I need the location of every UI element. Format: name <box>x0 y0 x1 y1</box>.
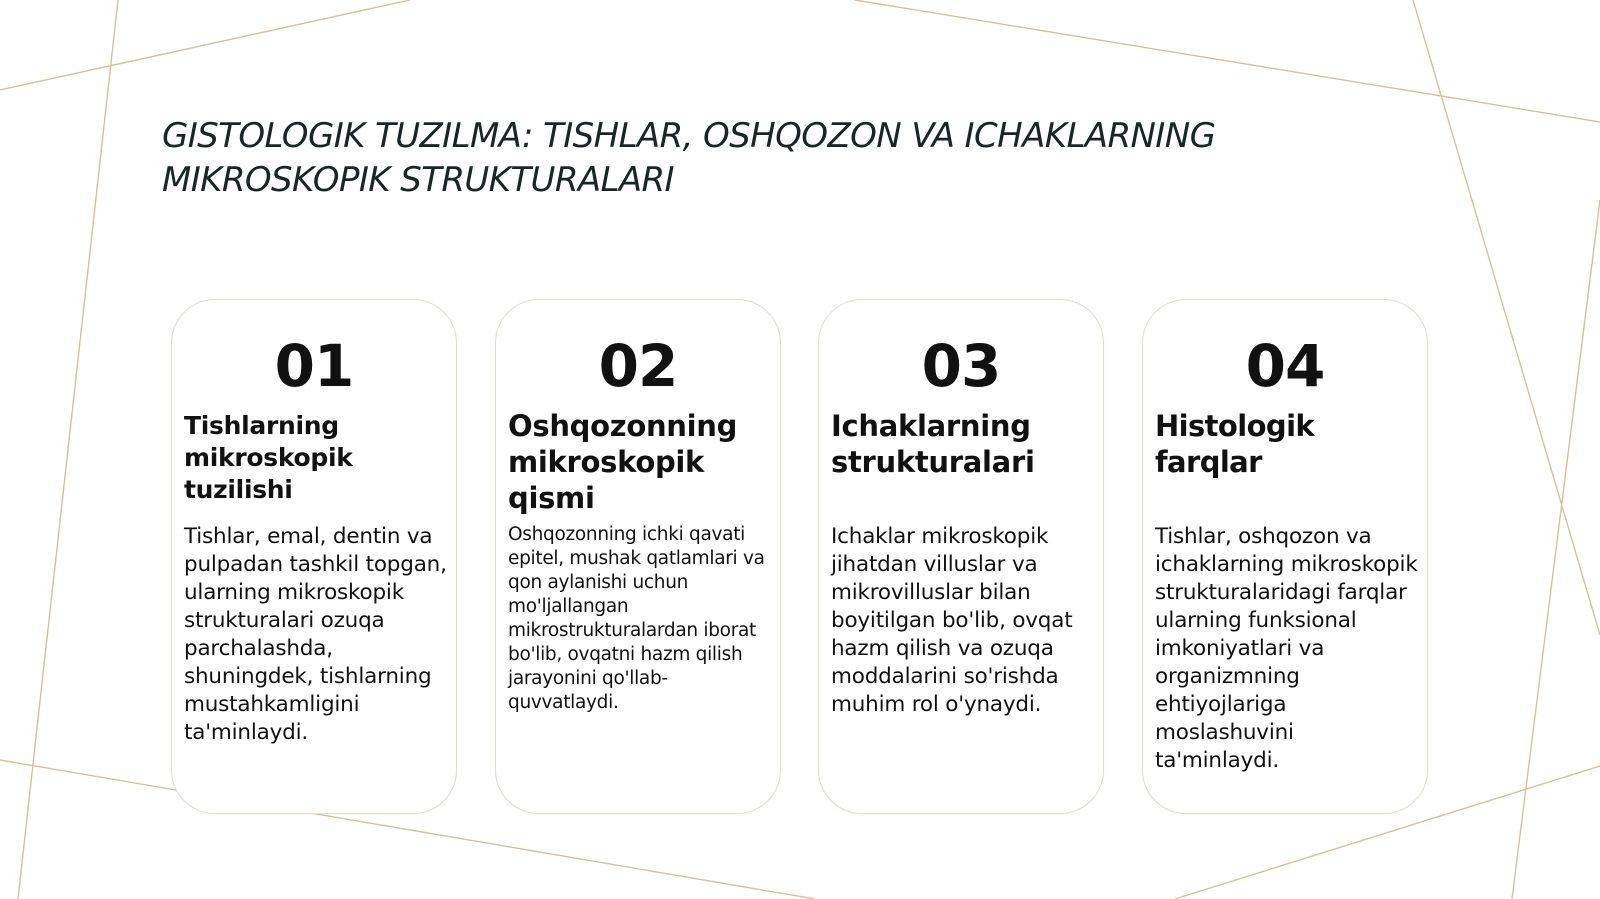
card-number: 01 <box>274 332 354 400</box>
card-heading: Tishlarning mikroskopik tuzilishi <box>184 411 353 504</box>
card-intestines <box>818 299 1104 814</box>
card-body: Tishlar, emal, dentin va pulpadan tashkil topgan, ularning mikroskopik strukturalari ozuqa parchalashda, shuningdek, tishlarning mustahkamligini ta'minlaydi. <box>184 524 447 745</box>
decorative-line <box>1413 0 1600 635</box>
card-heading: Ichaklarning strukturalari <box>831 409 1035 479</box>
card-stomach <box>495 299 781 814</box>
card-heading: Histologik farqlar <box>1155 409 1315 479</box>
card-number: 04 <box>1245 332 1325 400</box>
decorative-line <box>18 0 118 899</box>
decorative-line <box>1512 200 1600 899</box>
card-number: 02 <box>598 332 678 400</box>
decorative-line <box>855 0 1600 122</box>
decorative-line <box>0 0 410 90</box>
card-histological-differences <box>1142 299 1428 814</box>
slide-title: GISTOLOGIK TUZILMA: TISHLAR, OSHQOZON VA ICHAKLARNING MIKROSKOPIK STRUKTURALARI <box>162 116 1216 200</box>
card-number: 03 <box>921 332 1001 400</box>
card-heading: Oshqozonning mikroskopik qismi <box>508 409 738 515</box>
card-body: Oshqozonning ichki qavati epitel, mushak qatlamlari va qon aylanishi uchun mo'ljallangan mikrostrukturalardan iborat bo'lib, ovqatni hazm qilish jarayonini qo'llab-quvvatlaydi. <box>508 524 765 713</box>
card-body: Ichaklar mikroskopik jihatdan villuslar va mikrovilluslar bilan boyitilgan bo'lib, ovqat hazm qilish va ozuqa moddalarini so'rishda muhim rol o'ynaydi. <box>831 524 1073 717</box>
card-body: Tishlar, oshqozon va ichaklarning mikroskopik strukturalaridagi farqlar ularning funksional imkoniyatlari va organizmning ehtiyojlariga moslashuvini ta'minlaydi. <box>1155 524 1418 773</box>
card-teeth <box>171 299 457 814</box>
